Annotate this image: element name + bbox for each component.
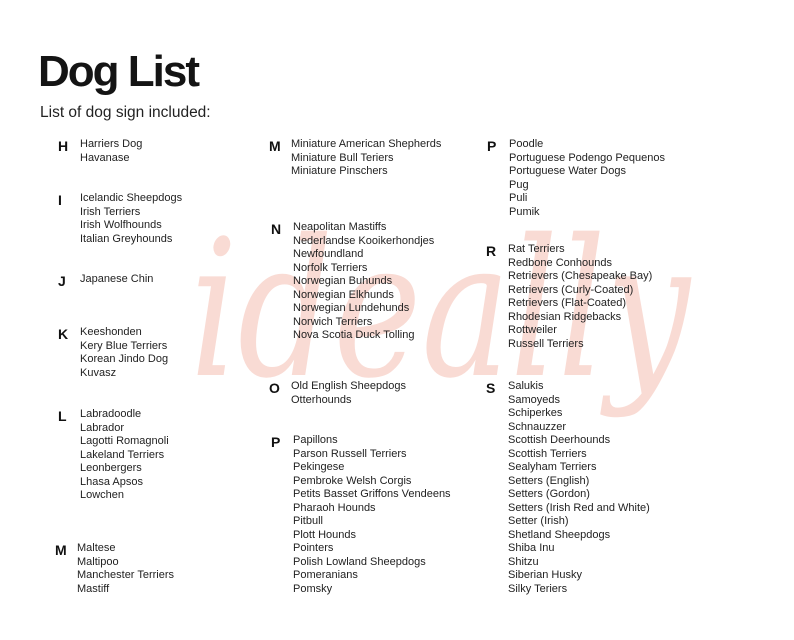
group-letter: S [486,380,496,396]
dog-name: Mastiff [77,582,110,595]
dog-name-list [293,221,434,343]
group-letter: M [269,138,281,154]
dog-name: Shitzu [508,555,539,568]
dog-name: Old English Sheepdogs [291,380,406,392]
dog-name: Norwegian Lundehunds [293,302,410,314]
dog-name-list [291,138,441,179]
dog-name: Rat Terriers [508,243,565,255]
dog-name: Neapolitan Mastiffs [293,221,387,233]
dog-name: Maltese [77,542,116,554]
dog-name-list [77,542,174,596]
dog-name: Russell Terriers [508,337,584,350]
dog-name: Italian Greyhounds [80,232,173,245]
dog-name-list [80,408,169,503]
dog-name: Lhasa Apsos [80,475,143,488]
dog-name: Pug [509,178,529,191]
dog-name-list [80,273,153,287]
dog-name: Poodle [509,138,544,150]
dog-name: Norwegian Buhunds [293,275,393,287]
dog-name-list [508,380,650,596]
dog-name: Scottish Terriers [508,447,587,460]
dog-name: Schnauzzer [508,420,567,433]
dog-name: Silky Teriers [508,582,568,595]
dog-name: Setters (English) [508,474,590,487]
dog-name: Salukis [508,380,544,392]
dog-name: Miniature Bull Teriers [291,151,394,164]
dog-name: Norwegian Elkhunds [293,288,394,301]
dog-name: Pomeranians [293,569,358,581]
dog-name: Maltipoo [77,555,119,568]
dog-name: Lagotti Romagnoli [80,435,169,447]
group-letter: L [58,408,67,424]
dog-name-list [293,434,451,596]
dog-name: Nova Scotia Duck Tolling [293,329,415,341]
dog-name: Pekingese [293,461,345,473]
dog-name: Pharaoh Hounds [293,501,376,514]
dog-name: Miniature American Shepherds [291,138,442,150]
dog-name: Pitbull [293,515,323,527]
dog-name-list [80,326,168,380]
dog-name: Schiperkes [508,407,563,419]
group-letter: P [487,138,497,154]
dog-name: Japanese Chin [80,273,154,285]
dog-name: Keeshonden [80,326,142,338]
dog-name-list [80,192,182,246]
dog-name: Scottish Deerhounds [508,434,611,446]
dog-name: Korean Jindo Dog [80,353,169,365]
dog-name-list [509,138,665,219]
dog-name-list [508,243,652,351]
dog-name: Labrador [80,421,125,434]
group-letter: J [58,273,66,289]
dog-name: Otterhounds [291,393,352,406]
dog-name: Retrievers (Flat-Coated) [508,297,626,309]
dog-name-list [80,138,142,165]
dog-name: Papillons [293,434,338,446]
dog-name: Rottweiler [508,324,557,336]
group-letter: I [58,192,62,208]
dog-name: Shetland Sheepdogs [508,528,611,541]
dog-name: Samoyeds [508,393,560,406]
dog-name: Setters (Irish Red and White) [508,501,650,514]
dog-name: Harriers Dog [80,138,143,150]
dog-name: Puli [509,192,528,204]
dog-name: Petits Basset Griffons Vendeens [293,488,451,500]
dog-name: Parson Russell Terriers [293,447,407,460]
dog-name: Norfolk Terriers [293,261,368,274]
dog-name: Plott Hounds [293,528,356,541]
dog-name: Retrievers (Chesapeake Bay) [508,270,653,282]
dog-name: Newfoundland [293,248,364,260]
dog-name: Portuguese Podengo Pequenos [509,151,665,164]
dog-name: Labradoodle [80,408,142,420]
page-title: Dog List [38,47,198,96]
dog-name: Rhodesian Ridgebacks [508,310,622,323]
dog-name: Lowchen [80,489,125,501]
dog-name: Sealyham Terriers [508,461,597,473]
group-letter: M [55,542,67,558]
dog-name: Pointers [293,542,334,554]
group-letter: O [269,380,280,396]
dog-name: Retrievers (Curly-Coated) [508,283,634,296]
dog-name: Irish Wolfhounds [80,219,162,231]
group-letter: H [58,138,69,154]
group-letter: P [271,434,281,450]
dog-name-list [291,380,406,407]
dog-name: Setter (Irish) [508,515,569,527]
dog-name: Miniature Pinschers [291,165,388,177]
dog-name: Havanase [80,151,130,164]
dog-name: Portuguese Water Dogs [509,165,626,177]
dog-name: Norwich Terriers [293,315,373,328]
dog-name: Shiba Inu [508,542,555,554]
dog-name: Nederlandse Kooikerhondjes [293,234,435,247]
dog-name: Pembroke Welsh Corgis [293,474,412,487]
page-subtitle: List of dog sign included: [40,104,211,121]
dog-name: Irish Terriers [80,205,141,218]
dog-name: Icelandic Sheepdogs [80,192,183,204]
dog-name: Kery Blue Terriers [80,339,168,352]
dog-name: Siberian Husky [508,569,582,581]
dog-name: Pomsky [293,582,333,595]
dog-name: Setters (Gordon) [508,488,590,500]
group-letter: N [271,221,282,237]
dog-name: Leonbergers [80,462,142,474]
dog-name: Manchester Terriers [77,569,174,581]
dog-name: Pumik [509,205,540,218]
group-letter: K [58,326,69,342]
watermark-text: ideally [190,199,693,420]
group-letter: R [486,243,497,259]
dog-name: Kuvasz [80,366,117,379]
dog-name: Lakeland Terriers [80,448,165,461]
dog-name: Polish Lowland Sheepdogs [293,555,426,568]
dog-name: Redbone Conhounds [508,256,612,269]
